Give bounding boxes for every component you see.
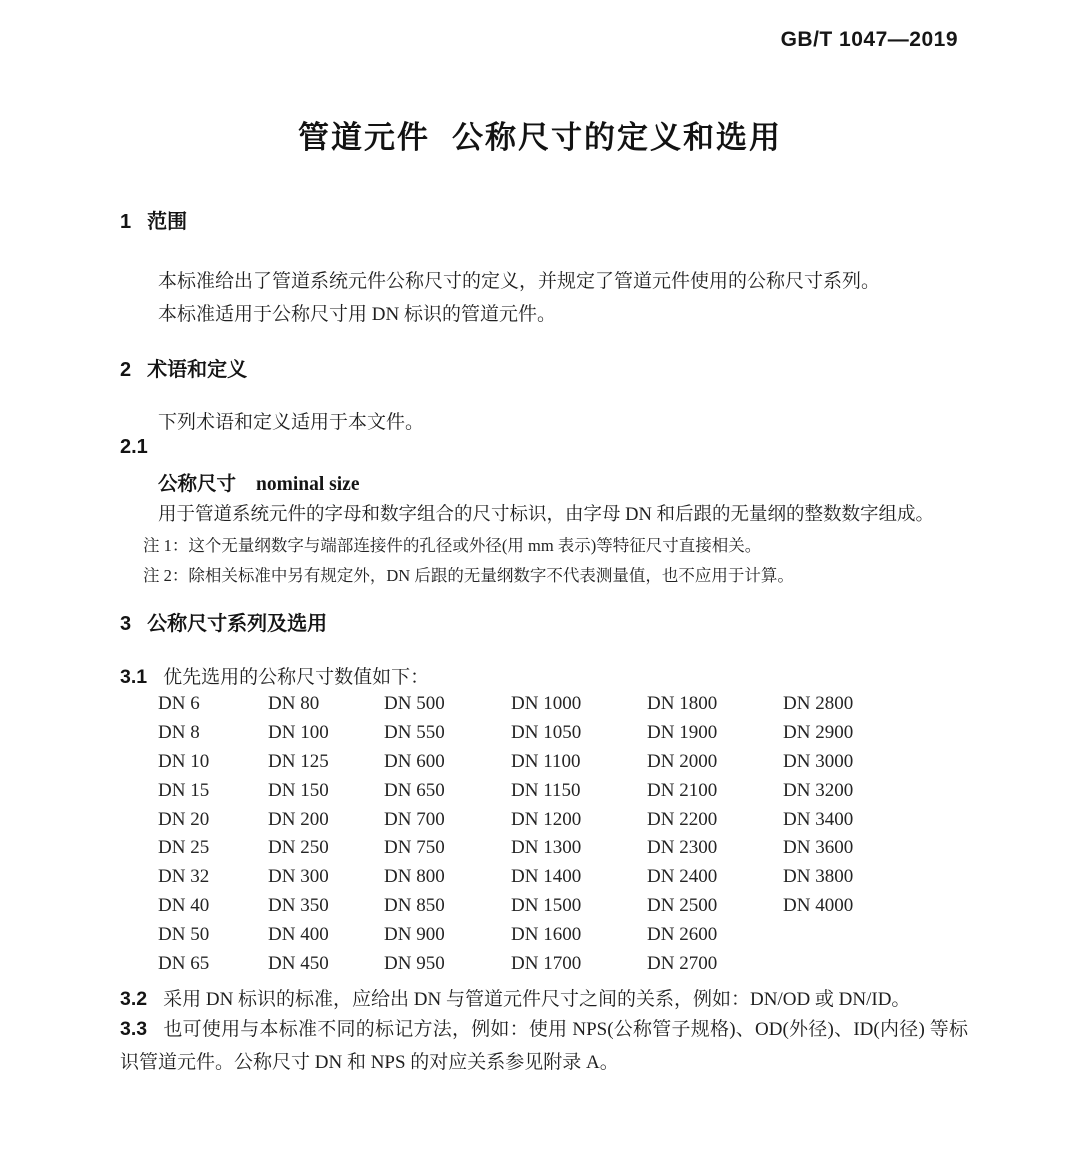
term-note-1: 注 1：这个无量纲数字与端部连接件的孔径或外径(用 mm 表示)等特征尺寸直接相关。 [143, 536, 762, 555]
dn-value: DN 40 [158, 894, 210, 916]
dn-value: DN 1900 [647, 722, 718, 744]
dn-value: DN 65 [158, 952, 210, 974]
term-number: 2.1 [120, 436, 148, 458]
clause-3-1 [120, 662, 429, 689]
dn-value: DN 1500 [511, 894, 582, 916]
dn-value: DN 50 [158, 923, 210, 945]
table-row [158, 863, 923, 892]
dn-value: DN 2500 [647, 894, 718, 916]
dn-value: DN 3000 [783, 750, 854, 772]
section-3-number: 3 [120, 613, 132, 635]
dn-value: DN 550 [384, 722, 445, 744]
dn-value: DN 2100 [647, 779, 718, 801]
dn-value: DN 2800 [783, 693, 854, 715]
term-note-2: 注 2：除相关标准中另有规定外，DN 后跟的无量纲数字不代表测量值，也不应用于计算。 [143, 566, 794, 585]
dn-value: DN 1700 [511, 952, 582, 974]
clause-3-3 [120, 1013, 968, 1079]
section-3-title: 公称尺寸系列及选用 [147, 613, 328, 635]
dn-value: DN 250 [268, 837, 329, 859]
dn-value: DN 900 [384, 923, 445, 945]
dn-value: DN 450 [268, 952, 329, 974]
dn-value: DN 650 [384, 779, 445, 801]
dn-value: DN 10 [158, 750, 210, 772]
terms-intro: 下列术语和定义适用于本文件。 [158, 412, 425, 433]
dn-value: DN 2600 [647, 923, 718, 945]
dn-value [783, 920, 923, 949]
dn-value: DN 1100 [511, 750, 581, 772]
dn-value: DN 2900 [783, 722, 854, 744]
table-row [158, 748, 923, 777]
dn-value: DN 1200 [511, 808, 582, 830]
dn-value: DN 1050 [511, 722, 582, 744]
term-title-zh: 公称尺寸 [158, 473, 237, 495]
dn-value: DN 4000 [783, 894, 854, 916]
dn-value: DN 1400 [511, 866, 582, 888]
dn-value: DN 80 [268, 693, 320, 715]
dn-value: DN 500 [384, 693, 445, 715]
table-row [158, 892, 923, 921]
dn-value: DN 2300 [647, 837, 718, 859]
dn-value: DN 25 [158, 837, 210, 859]
dn-value: DN 600 [384, 750, 445, 772]
dn-size-table-body [158, 690, 923, 978]
dn-value [783, 949, 923, 978]
dn-value: DN 2000 [647, 750, 718, 772]
dn-value: DN 3800 [783, 866, 854, 888]
dn-value: DN 32 [158, 866, 210, 888]
dn-value: DN 3600 [783, 837, 854, 859]
dn-value: DN 300 [268, 866, 329, 888]
dn-value: DN 6 [158, 693, 200, 715]
section-1-heading [120, 205, 187, 234]
table-row [158, 776, 923, 805]
clause-3-2-number: 3.2 [120, 988, 148, 1010]
clause-3-2 [120, 984, 910, 1011]
clause-3-3-text: 也可使用与本标准不同的标记方法，例如：使用 NPS(公称管子规格)、OD(外径)、ID(内径) 等标识管道元件。公称尺寸 DN 和 NPS 的对应关系参见附录 A。 [120, 1019, 968, 1073]
dn-value: DN 200 [268, 808, 329, 830]
dn-value: DN 1000 [511, 693, 582, 715]
section-2-title: 术语和定义 [147, 359, 248, 381]
dn-value: DN 2700 [647, 952, 718, 974]
clause-3-2-text: 采用 DN 标识的标准，应给出 DN 与管道元件尺寸之间的关系，例如：DN/OD 或 DN/ID。 [163, 989, 911, 1010]
dn-value: DN 2400 [647, 866, 718, 888]
section-3-heading [120, 607, 327, 636]
section-1-title: 范围 [147, 211, 188, 233]
dn-size-table [158, 690, 923, 978]
dn-value: DN 125 [268, 750, 329, 772]
table-row [158, 805, 923, 834]
clause-3-1-text: 优先选用的公称尺寸数值如下： [163, 667, 430, 688]
term-title [158, 468, 359, 496]
dn-value: DN 1600 [511, 923, 582, 945]
section-1-number: 1 [120, 211, 132, 233]
page-title-part2: 公称尺寸的定义和选用 [452, 120, 782, 155]
term-title-en: nominal size [256, 474, 360, 495]
dn-value: DN 15 [158, 779, 210, 801]
dn-value: DN 3200 [783, 779, 854, 801]
table-row [158, 949, 923, 978]
dn-value: DN 1300 [511, 837, 582, 859]
table-row [158, 920, 923, 949]
dn-value: DN 700 [384, 808, 445, 830]
scope-paragraph-2: 本标准适用于公称尺寸用 DN 标识的管道元件。 [158, 304, 556, 325]
dn-value: DN 8 [158, 722, 200, 744]
table-row [158, 690, 923, 719]
dn-value: DN 100 [268, 722, 329, 744]
section-2-heading [120, 353, 247, 382]
clause-3-3-number: 3.3 [120, 1018, 148, 1040]
dn-value: DN 20 [158, 808, 210, 830]
page-title-part1: 管道元件 [298, 120, 430, 155]
page-title [0, 112, 1080, 157]
term-definition: 用于管道系统元件的字母和数字组合的尺寸标识，由字母 DN 和后跟的无量纲的整数数字组成。 [158, 505, 934, 525]
clause-3-1-number: 3.1 [120, 666, 148, 688]
dn-value: DN 950 [384, 952, 445, 974]
dn-value: DN 1800 [647, 693, 718, 715]
dn-value: DN 850 [384, 894, 445, 916]
dn-value: DN 800 [384, 866, 445, 888]
dn-value: DN 2200 [647, 808, 718, 830]
dn-value: DN 400 [268, 923, 329, 945]
scope-paragraph-1: 本标准给出了管道系统元件公称尺寸的定义，并规定了管道元件使用的公称尺寸系列。 [158, 271, 881, 292]
dn-value: DN 750 [384, 837, 445, 859]
standard-code: GB/T 1047—2019 [780, 28, 958, 51]
table-row [158, 719, 923, 748]
dn-value: DN 3400 [783, 808, 854, 830]
table-row [158, 834, 923, 863]
dn-value: DN 350 [268, 894, 329, 916]
section-2-number: 2 [120, 359, 132, 381]
dn-value: DN 1150 [511, 779, 581, 801]
dn-value: DN 150 [268, 779, 329, 801]
